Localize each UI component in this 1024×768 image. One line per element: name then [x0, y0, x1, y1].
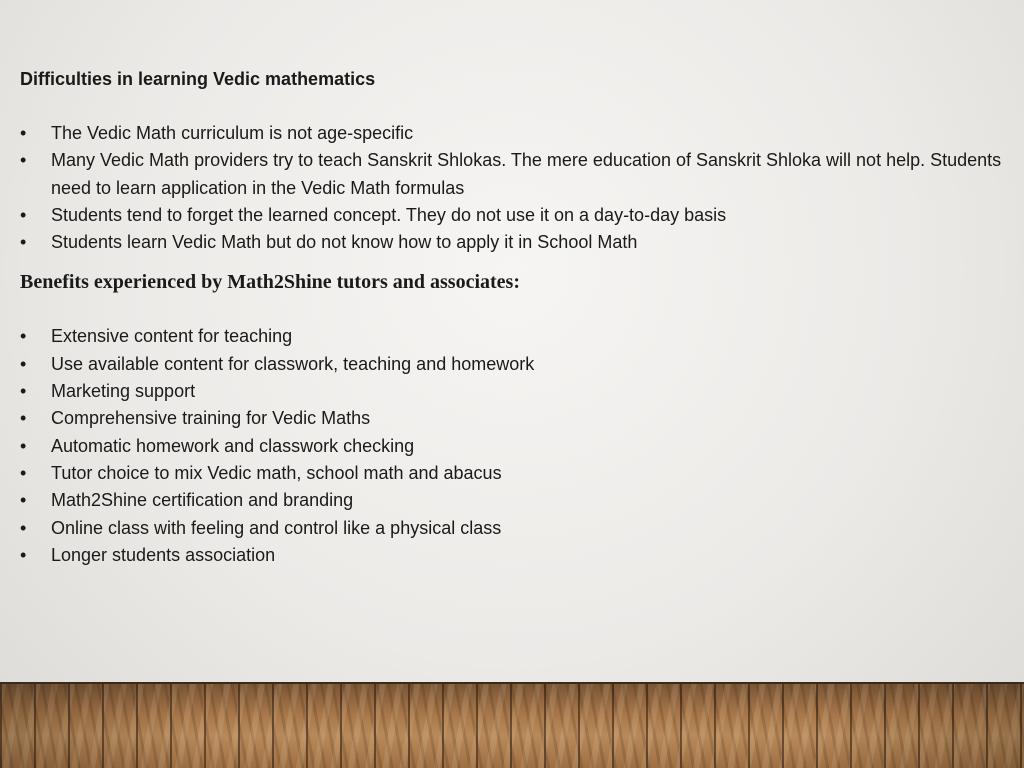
list-item — [20, 405, 1015, 432]
list-item — [20, 515, 1015, 542]
bullet-icon: • — [20, 150, 27, 171]
list-item-text: Marketing support — [51, 381, 196, 402]
benefits-list — [20, 323, 1015, 569]
list-item-text: Longer students association — [51, 544, 276, 565]
list-item-text: Online class with feeling and control like a physical class — [51, 517, 502, 538]
list-item-text: Comprehensive training for Vedic Maths — [51, 408, 371, 429]
list-item-text: Extensive content for teaching — [51, 326, 293, 347]
list-item — [20, 202, 1015, 229]
bullet-icon: • — [20, 123, 27, 143]
list-item-text: Many Vedic Math providers try to teach Sanskrit Shlokas. The mere education of Sanskrit Shloka will not help. Students need to learn application in the Vedic Math formulas — [51, 150, 1002, 198]
bullet-icon: • — [20, 490, 27, 511]
bullet-icon: • — [20, 232, 27, 253]
list-item — [20, 542, 1015, 569]
list-item — [20, 378, 1015, 405]
list-item-text: Use available content for classwork, teaching and homework — [51, 353, 535, 374]
benefits-heading: Benefits experienced by Math2Shine tutors and associates: — [20, 271, 520, 294]
difficulties-heading: Difficulties in learning Vedic mathematics — [20, 69, 376, 89]
list-item — [20, 433, 1015, 460]
bullet-icon: • — [20, 326, 27, 347]
list-item-text: The Vedic Math curriculum is not age-specific — [51, 123, 414, 143]
list-item-text: Math2Shine certification and branding — [51, 490, 354, 511]
list-item — [20, 229, 1015, 256]
list-item — [20, 147, 1015, 202]
bullet-icon: • — [20, 517, 27, 538]
bullet-icon: • — [20, 435, 27, 456]
wooden-floor-decoration — [0, 682, 1024, 768]
list-item-text: Automatic homework and classwork checking — [51, 435, 415, 456]
slide-content — [20, 66, 1015, 569]
list-item — [20, 460, 1015, 487]
bullet-icon: • — [20, 353, 27, 374]
list-item-text: Students tend to forget the learned concept. They do not use it on a day-to-day basis — [51, 204, 727, 225]
bullet-icon: • — [20, 381, 27, 402]
list-item — [20, 487, 1015, 514]
difficulties-list — [20, 120, 1015, 256]
bullet-icon: • — [20, 408, 27, 429]
bullet-icon: • — [20, 204, 27, 225]
list-item-text: Students learn Vedic Math but do not know how to apply it in School Math — [51, 232, 638, 253]
list-item-text: Tutor choice to mix Vedic math, school math and abacus — [51, 462, 502, 483]
bullet-icon: • — [20, 544, 27, 565]
bullet-icon: • — [20, 462, 27, 483]
list-item — [20, 323, 1015, 350]
list-item — [20, 120, 1015, 147]
list-item — [20, 351, 1015, 378]
